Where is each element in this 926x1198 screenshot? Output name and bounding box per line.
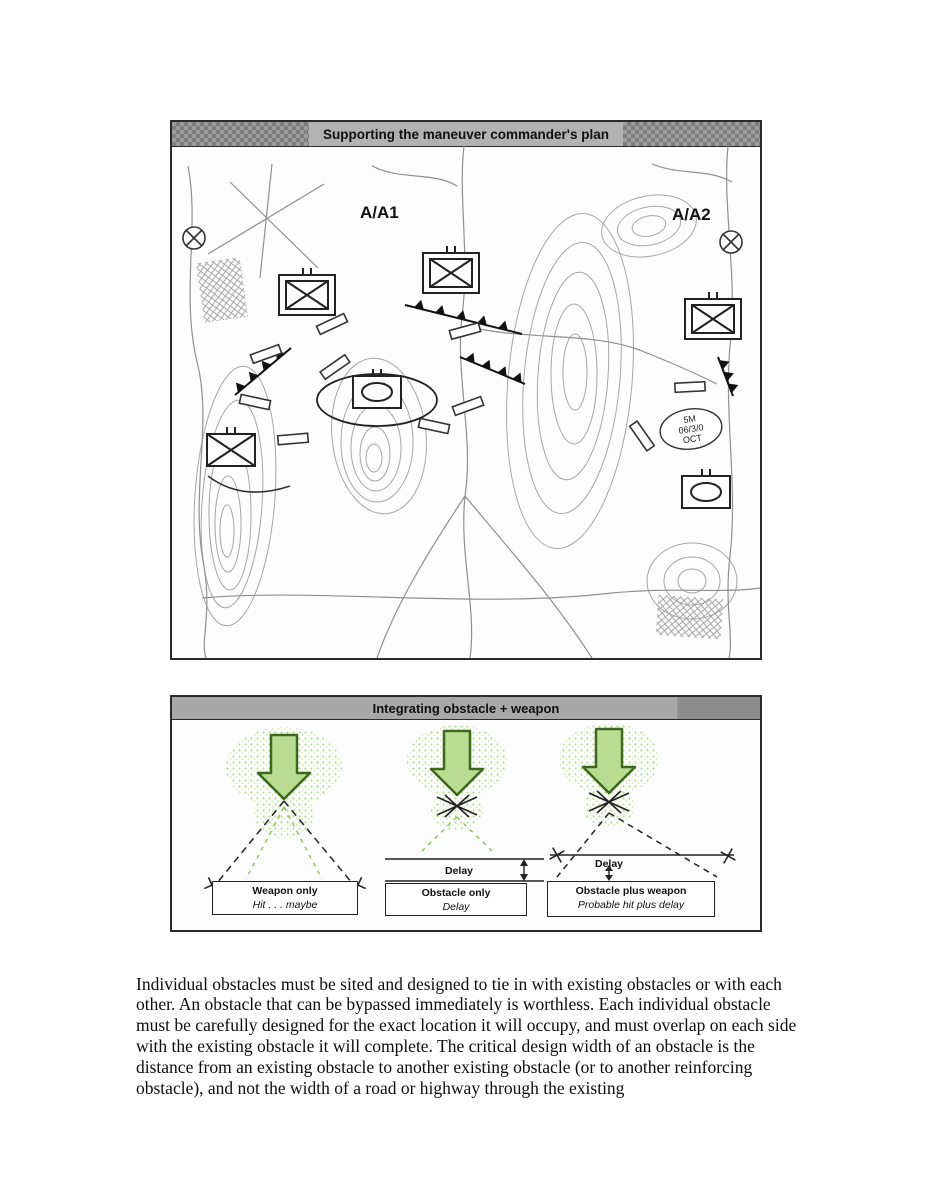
figure2-title-bar: [172, 697, 760, 720]
label-avenue-a2: A/A2: [672, 205, 711, 224]
minefield-note: [658, 405, 725, 453]
obstacle-line-center-low: [460, 351, 525, 384]
map-area: [172, 146, 760, 658]
caption-label: Obstacle plus weapon: [575, 885, 687, 897]
delay-gap-label: Delay: [594, 858, 624, 870]
unit-symbol-mech-1: [279, 268, 335, 315]
panel-weapon-only: [204, 727, 365, 893]
checker-texture-right: [623, 122, 760, 146]
unit-symbol-mech-3: [685, 292, 741, 339]
figure1-title-bar: [172, 122, 760, 147]
caption-sublabel: Probable hit plus delay: [577, 898, 685, 911]
unit-symbol-armor-right: [682, 469, 730, 508]
delay-gap-label: Delay: [444, 865, 474, 877]
caption-obstacle-plus-weapon: [547, 881, 715, 917]
caption-obstacle-only: [385, 883, 527, 916]
minefield-note-line3: OCT: [682, 432, 703, 446]
figure2-title: Integrating obstacle + weapon: [372, 700, 560, 716]
map-canvas: [172, 146, 760, 658]
minefield-note-line2: 06/3/0: [677, 422, 705, 436]
unit-symbol-mech-2: [423, 246, 479, 293]
caption-sublabel: Delay: [442, 900, 470, 913]
obstacle-bars: [239, 314, 705, 451]
minefield-note-line1: 5M: [682, 413, 697, 425]
body-paragraph: Individual obstacles must be sited and designed to tie in with existing obstacles or with each other. An obstacle that can be bypassed immediately is worthless. Each individual obstacle must be carefully designed for the exact location it will occupy, and must overlap on each side with the existing obstacle it will complete. The critical design width of an obstacle is the distance from an existing obstacle to another existing obstacle (or to another reinforcing obstacle), and not the width of a road or highway through the existing: [136, 973, 797, 1098]
caption-label: Obstacle only: [421, 887, 491, 899]
figure-obstacle-weapon: [170, 695, 762, 932]
caption-label: Weapon only: [252, 885, 318, 897]
weapon-position-icon: [721, 849, 736, 864]
target-circle-right-icon: [720, 231, 742, 253]
panel-obstacle-plus-weapon: [550, 723, 736, 881]
label-avenue-a1: A/A1: [360, 203, 399, 222]
figure1-title: Supporting the maneuver commander's plan: [309, 122, 623, 146]
checker-texture-left: [172, 122, 309, 146]
caption-weapon-only: [212, 881, 358, 915]
target-circle-left-icon: [183, 227, 205, 249]
figure-maneuver-plan: [170, 120, 762, 660]
panel-obstacle-only: [385, 725, 544, 881]
caption-sublabel: Hit . . . maybe: [252, 898, 318, 911]
diagram-area: [172, 719, 760, 930]
